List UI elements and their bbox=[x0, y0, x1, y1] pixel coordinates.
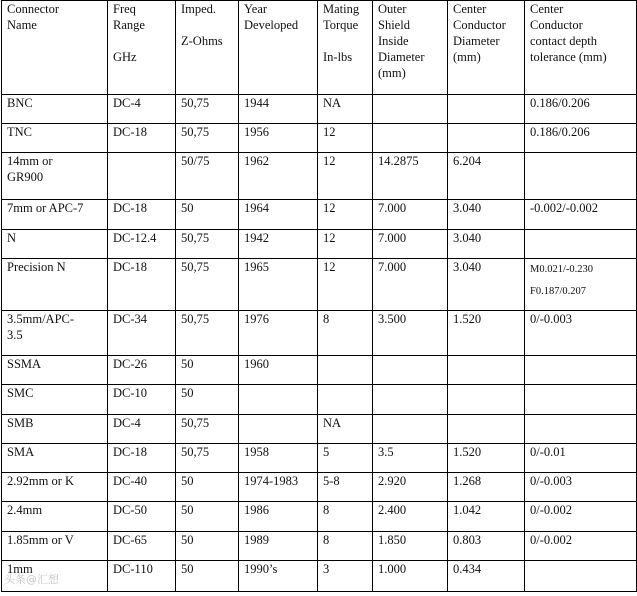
cell-torque: 12 bbox=[318, 259, 373, 311]
cell-connector: 3.5mm/APC- 3.5 bbox=[2, 311, 108, 356]
cell-year bbox=[239, 385, 318, 415]
cell-year: 1986 bbox=[239, 502, 318, 532]
cell-torque: 12 bbox=[318, 200, 373, 230]
cell-outer-diameter bbox=[373, 95, 448, 124]
table-header-row bbox=[2, 1, 637, 95]
cell-connector: N bbox=[2, 230, 108, 259]
cell-freq: DC-18 bbox=[108, 124, 176, 153]
cell-impedance: 50 bbox=[176, 200, 239, 230]
cell-connector: 14mm or GR900 bbox=[2, 153, 108, 200]
table-row bbox=[2, 200, 637, 230]
cell-freq: DC-4 bbox=[108, 95, 176, 124]
cell-center-diameter: 1.520 bbox=[448, 311, 525, 356]
cell-outer-diameter: 2.400 bbox=[373, 502, 448, 532]
cell-connector: SMA bbox=[2, 444, 108, 473]
table-row bbox=[2, 124, 637, 153]
cell-connector: 1.85mm or V bbox=[2, 532, 108, 561]
header-year-developed: Year Developed bbox=[239, 1, 318, 95]
cell-freq bbox=[108, 153, 176, 200]
cell-impedance: 50,75 bbox=[176, 124, 239, 153]
cell-freq: DC-18 bbox=[108, 444, 176, 473]
header-center-conductor-diameter: Center Conductor Diameter (mm) bbox=[448, 1, 525, 95]
cell-connector: SMC bbox=[2, 385, 108, 415]
header-outer-shield-diameter: Outer Shield Inside Diameter (mm) bbox=[373, 1, 448, 95]
cell-connector: BNC bbox=[2, 95, 108, 124]
cell-torque bbox=[318, 385, 373, 415]
cell-torque bbox=[318, 356, 373, 385]
cell-outer-diameter: 1.000 bbox=[373, 561, 448, 592]
cell-impedance: 50 bbox=[176, 532, 239, 561]
header-contact-depth-tolerance: Center Conductor contact depth tolerance (mm) bbox=[525, 1, 637, 95]
cell-year: 1960 bbox=[239, 356, 318, 385]
cell-freq: DC-4 bbox=[108, 415, 176, 444]
cell-connector: 2.92mm or K bbox=[2, 473, 108, 502]
cell-connector: Precision N bbox=[2, 259, 108, 311]
cell-year: 1958 bbox=[239, 444, 318, 473]
cell-center-diameter bbox=[448, 124, 525, 153]
cell-impedance: 50,75 bbox=[176, 259, 239, 311]
cell-torque: 5 bbox=[318, 444, 373, 473]
cell-outer-diameter: 14.2875 bbox=[373, 153, 448, 200]
header-impedance: Imped. Z-Ohms bbox=[176, 1, 239, 95]
table-row bbox=[2, 532, 637, 561]
cell-year: 1989 bbox=[239, 532, 318, 561]
cell-torque: 8 bbox=[318, 532, 373, 561]
table-row bbox=[2, 473, 637, 502]
watermark: 头条@汇想 bbox=[4, 573, 59, 586]
cell-year: 1990’s bbox=[239, 561, 318, 592]
cell-freq: DC-26 bbox=[108, 356, 176, 385]
cell-impedance: 50 bbox=[176, 473, 239, 502]
cell-impedance: 50,75 bbox=[176, 444, 239, 473]
cell-outer-diameter: 2.920 bbox=[373, 473, 448, 502]
cell-outer-diameter: 3.5 bbox=[373, 444, 448, 473]
cell-connector: SSMA bbox=[2, 356, 108, 385]
cell-tolerance: 0.186/0.206 bbox=[525, 124, 637, 153]
cell-connector: 2.4mm bbox=[2, 502, 108, 532]
header-freq-range: Freq Range GHz bbox=[108, 1, 176, 95]
cell-year: 1965 bbox=[239, 259, 318, 311]
cell-impedance: 50 bbox=[176, 385, 239, 415]
cell-connector: SMB bbox=[2, 415, 108, 444]
cell-center-diameter: 3.040 bbox=[448, 200, 525, 230]
cell-torque: 5-8 bbox=[318, 473, 373, 502]
cell-tolerance: -0.002/-0.002 bbox=[525, 200, 637, 230]
cell-year: 1942 bbox=[239, 230, 318, 259]
cell-connector: 7mm or APC-7 bbox=[2, 200, 108, 230]
cell-impedance: 50,75 bbox=[176, 95, 239, 124]
connector-specs-table bbox=[1, 0, 637, 592]
cell-center-diameter: 1.042 bbox=[448, 502, 525, 532]
cell-tolerance: 0/-0.01 bbox=[525, 444, 637, 473]
header-connector-name: Connector Name bbox=[2, 1, 108, 95]
cell-year: 1944 bbox=[239, 95, 318, 124]
cell-center-diameter bbox=[448, 356, 525, 385]
cell-impedance: 50,75 bbox=[176, 415, 239, 444]
cell-freq: DC-50 bbox=[108, 502, 176, 532]
cell-outer-diameter bbox=[373, 415, 448, 444]
cell-center-diameter: 1.268 bbox=[448, 473, 525, 502]
cell-impedance: 50 bbox=[176, 356, 239, 385]
cell-center-diameter: 0.434 bbox=[448, 561, 525, 592]
cell-freq: DC-65 bbox=[108, 532, 176, 561]
table-row bbox=[2, 385, 637, 415]
table-row bbox=[2, 259, 637, 311]
cell-torque: 12 bbox=[318, 153, 373, 200]
cell-freq: DC-110 bbox=[108, 561, 176, 592]
cell-tolerance bbox=[525, 356, 637, 385]
cell-tolerance: 0/-0.002 bbox=[525, 532, 637, 561]
cell-outer-diameter bbox=[373, 124, 448, 153]
cell-impedance: 50 bbox=[176, 561, 239, 592]
cell-outer-diameter bbox=[373, 385, 448, 415]
cell-tolerance: 0/-0.002 bbox=[525, 502, 637, 532]
cell-impedance: 50,75 bbox=[176, 311, 239, 356]
cell-tolerance bbox=[525, 153, 637, 200]
cell-outer-diameter: 1.850 bbox=[373, 532, 448, 561]
cell-outer-diameter: 7.000 bbox=[373, 259, 448, 311]
cell-center-diameter: 0.803 bbox=[448, 532, 525, 561]
cell-tolerance: 0.186/0.206 bbox=[525, 95, 637, 124]
table-row bbox=[2, 444, 637, 473]
cell-outer-diameter bbox=[373, 356, 448, 385]
cell-year: 1976 bbox=[239, 311, 318, 356]
cell-center-diameter: 6.204 bbox=[448, 153, 525, 200]
table-row bbox=[2, 561, 637, 592]
cell-tolerance: 0/-0.003 bbox=[525, 473, 637, 502]
table-row bbox=[2, 356, 637, 385]
cell-freq: DC-18 bbox=[108, 259, 176, 311]
cell-connector: TNC bbox=[2, 124, 108, 153]
cell-freq: DC-40 bbox=[108, 473, 176, 502]
cell-freq: DC-12.4 bbox=[108, 230, 176, 259]
cell-impedance: 50 bbox=[176, 502, 239, 532]
cell-center-diameter: 3.040 bbox=[448, 259, 525, 311]
cell-center-diameter bbox=[448, 95, 525, 124]
cell-torque: 8 bbox=[318, 311, 373, 356]
cell-torque: NA bbox=[318, 415, 373, 444]
cell-outer-diameter: 7.000 bbox=[373, 200, 448, 230]
table-row bbox=[2, 230, 637, 259]
cell-year: 1974-1983 bbox=[239, 473, 318, 502]
cell-tolerance bbox=[525, 385, 637, 415]
cell-freq: DC-18 bbox=[108, 200, 176, 230]
cell-outer-diameter: 7.000 bbox=[373, 230, 448, 259]
cell-center-diameter: 3.040 bbox=[448, 230, 525, 259]
cell-impedance: 50/75 bbox=[176, 153, 239, 200]
cell-year: 1962 bbox=[239, 153, 318, 200]
cell-torque: 12 bbox=[318, 124, 373, 153]
cell-torque: NA bbox=[318, 95, 373, 124]
table-row bbox=[2, 153, 637, 200]
table-row bbox=[2, 502, 637, 532]
cell-freq: DC-34 bbox=[108, 311, 176, 356]
cell-tolerance: M0.021/-0.230 F0.187/0.207 bbox=[525, 259, 637, 311]
cell-year bbox=[239, 415, 318, 444]
header-mating-torque: Mating Torque In-lbs bbox=[318, 1, 373, 95]
cell-outer-diameter: 3.500 bbox=[373, 311, 448, 356]
cell-torque: 3 bbox=[318, 561, 373, 592]
cell-freq: DC-10 bbox=[108, 385, 176, 415]
cell-tolerance: 0/-0.003 bbox=[525, 311, 637, 356]
cell-connector: 1mm bbox=[2, 561, 108, 592]
cell-year: 1964 bbox=[239, 200, 318, 230]
cell-torque: 12 bbox=[318, 230, 373, 259]
cell-tolerance bbox=[525, 561, 637, 592]
cell-torque: 8 bbox=[318, 502, 373, 532]
cell-impedance: 50,75 bbox=[176, 230, 239, 259]
cell-center-diameter bbox=[448, 385, 525, 415]
table-row bbox=[2, 311, 637, 356]
cell-tolerance bbox=[525, 230, 637, 259]
table-row bbox=[2, 415, 637, 444]
table-row bbox=[2, 95, 637, 124]
cell-center-diameter: 1.520 bbox=[448, 444, 525, 473]
cell-center-diameter bbox=[448, 415, 525, 444]
cell-year: 1956 bbox=[239, 124, 318, 153]
cell-tolerance bbox=[525, 415, 637, 444]
